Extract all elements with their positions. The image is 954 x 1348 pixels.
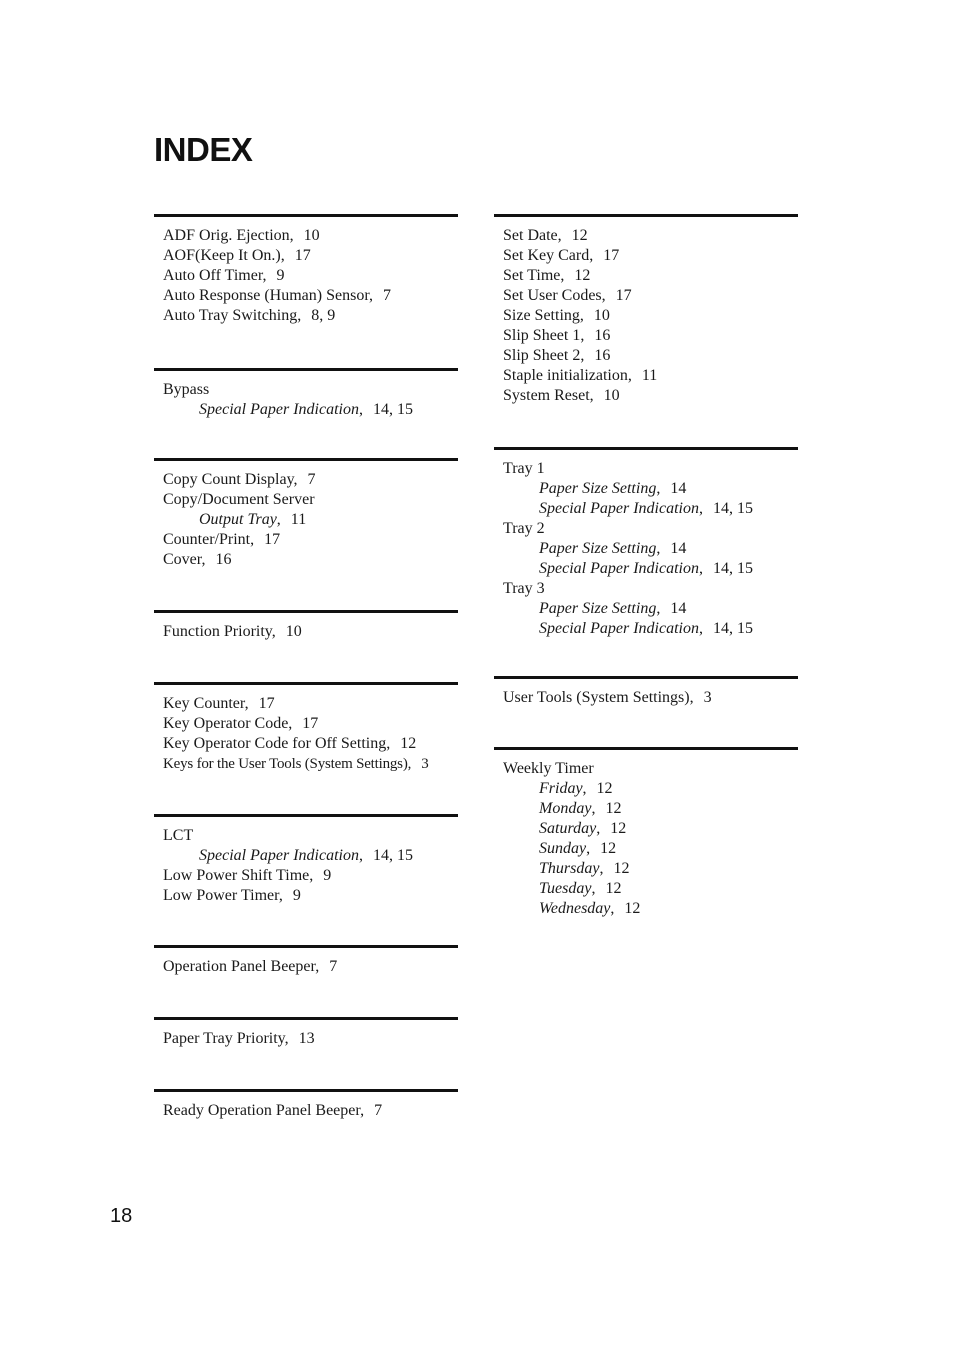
index-term: Friday <box>539 780 583 797</box>
index-entry: Set Time, 12 <box>503 267 591 284</box>
index-entry: Low Power Shift Time, 9 <box>163 867 332 884</box>
index-entry: Auto Response (Human) Sensor, 7 <box>163 287 391 304</box>
index-page-ref: 16 <box>215 551 232 568</box>
index-term: Copy/Document Server <box>163 491 315 508</box>
index-entry: Slip Sheet 1, 16 <box>503 327 611 344</box>
index-page-ref: 10 <box>285 623 302 640</box>
index-term: Tray 1 <box>503 460 545 477</box>
index-page-ref: 14, 15 <box>712 500 753 517</box>
index-page-ref: 7 <box>307 471 316 488</box>
index-page-ref: 14, 15 <box>712 560 753 577</box>
index-term: Size Setting <box>503 307 580 324</box>
index-entry: Keys for the User Tools (System Settings), 3 <box>163 756 429 772</box>
index-subentry: Monday, 12 <box>539 800 622 817</box>
index-entry: Slip Sheet 2, 16 <box>503 347 611 364</box>
index-term: ADF Orig. Ejection <box>163 227 290 244</box>
index-page-ref: 12 <box>600 840 617 857</box>
index-entries <box>154 948 458 977</box>
index-term: Counter/Print <box>163 531 251 548</box>
index-page-ref: 17 <box>302 715 319 732</box>
index-term: Function Priority <box>163 623 272 640</box>
index-term: Wednesday <box>539 900 611 917</box>
index-page-ref: 12 <box>610 820 627 837</box>
index-left-column <box>154 214 458 1161</box>
index-term: Set Date <box>503 227 558 244</box>
index-entry: Operation Panel Beeper, 7 <box>163 958 338 975</box>
index-term: Output Tray <box>199 511 277 528</box>
index-entry: Copy Count Display, 7 <box>163 471 316 488</box>
index-entries <box>154 1092 458 1121</box>
index-entries <box>154 685 458 774</box>
index-term: System Reset <box>503 387 590 404</box>
index-term: Cover <box>163 551 202 568</box>
index-entries <box>154 371 458 420</box>
index-term: Key Operator Code <box>163 715 289 732</box>
index-entry: Cover, 16 <box>163 551 232 568</box>
index-page-ref: 12 <box>624 900 641 917</box>
index-subentry: Wednesday, 12 <box>539 900 641 917</box>
index-page-ref: 7 <box>329 958 338 975</box>
index-entry: Low Power Timer, 9 <box>163 887 301 904</box>
index-entry <box>503 519 798 539</box>
index-page-ref: 17 <box>294 247 311 264</box>
index-page-ref: 9 <box>323 867 332 884</box>
index-group-c <box>154 458 458 610</box>
index-page-ref: 14 <box>670 600 687 617</box>
index-entry: Key Counter, 17 <box>163 695 275 712</box>
index-term: Thursday <box>539 860 600 877</box>
index-page-ref: 7 <box>383 287 391 304</box>
index-entry: Function Priority, 10 <box>163 623 302 640</box>
index-group-o <box>154 945 458 1017</box>
index-term: Paper Size Setting <box>539 540 657 557</box>
index-subentry: Paper Size Setting, 14 <box>539 600 687 617</box>
index-subentry: Saturday, 12 <box>539 820 627 837</box>
index-subentry: Thursday, 12 <box>539 860 630 877</box>
index-subentry: Special Paper Indication, 14, 15 <box>199 401 413 418</box>
index-group-t <box>494 447 798 676</box>
index-term: Ready Operation Panel Beeper <box>163 1102 361 1119</box>
index-group-p <box>154 1017 458 1089</box>
index-term: Special Paper Indication <box>199 847 359 864</box>
index-page-ref: 8, 9 <box>311 307 336 324</box>
index-entry: Auto Tray Switching, 8, 9 <box>163 307 336 324</box>
index-entries <box>494 679 798 708</box>
index-entries <box>494 217 798 406</box>
index-term: Weekly Timer <box>503 760 594 777</box>
index-term: Key Counter <box>163 695 245 712</box>
index-term: Auto Off Timer <box>163 267 263 284</box>
index-term: User Tools (System Settings) <box>503 689 690 706</box>
index-page-ref: 10 <box>303 227 320 244</box>
index-entry: Set User Codes, 17 <box>503 287 632 304</box>
index-page-ref: 7 <box>374 1102 383 1119</box>
index-entries <box>154 217 458 326</box>
index-term: Tuesday <box>539 880 592 897</box>
index-page-ref: 14 <box>670 480 687 497</box>
index-group-l <box>154 814 458 945</box>
index-subentry: Friday, 12 <box>539 780 613 797</box>
index-group-u <box>494 676 798 747</box>
index-entry <box>503 459 798 479</box>
index-page-ref: 10 <box>603 387 620 404</box>
index-page-ref: 12 <box>596 780 613 797</box>
index-term: Auto Response (Human) Sensor <box>163 287 369 304</box>
index-page-ref: 17 <box>264 531 281 548</box>
index-entry <box>163 490 458 510</box>
index-page-ref: 16 <box>594 347 611 364</box>
index-entry <box>503 759 798 779</box>
index-entry: Staple initialization, 11 <box>503 367 658 384</box>
index-page-ref: 10 <box>593 307 610 324</box>
index-page-ref: 12 <box>571 227 588 244</box>
index-entry: System Reset, 10 <box>503 387 620 404</box>
index-entry: Auto Off Timer, 9 <box>163 267 285 284</box>
index-entry: AOF(Keep It On.), 17 <box>163 247 311 264</box>
index-term: Monday <box>539 800 592 817</box>
index-page-ref: 3 <box>703 689 712 706</box>
page-title: INDEX <box>154 131 253 168</box>
index-page-ref: 14 <box>670 540 687 557</box>
index-entry <box>163 826 458 846</box>
index-page-ref: 12 <box>605 880 622 897</box>
index-entries <box>494 750 798 919</box>
index-term: Auto Tray Switching <box>163 307 298 324</box>
index-right-column <box>494 214 798 947</box>
index-page-ref: 3 <box>421 756 429 772</box>
index-subentry: Paper Size Setting, 14 <box>539 540 687 557</box>
index-page-ref: 12 <box>613 860 630 877</box>
index-term: Tray 2 <box>503 520 545 537</box>
index-term: Staple initialization <box>503 367 628 384</box>
index-page-ref: 14, 15 <box>372 401 413 418</box>
index-term: Set Key Card <box>503 247 590 264</box>
index-page-ref: 9 <box>276 267 285 284</box>
index-entries <box>154 613 458 642</box>
index-term: AOF(Keep It On.) <box>163 247 281 264</box>
index-term: Sunday <box>539 840 587 857</box>
index-page-ref: 17 <box>615 287 632 304</box>
index-subentry: Paper Size Setting, 14 <box>539 480 687 497</box>
index-page-ref: 17 <box>258 695 275 712</box>
index-term: Saturday <box>539 820 597 837</box>
index-entry: ADF Orig. Ejection, 10 <box>163 227 320 244</box>
index-group-b <box>154 368 458 458</box>
index-group-k <box>154 682 458 814</box>
index-term: Paper Size Setting <box>539 600 657 617</box>
index-entry: Key Operator Code for Off Setting, 12 <box>163 735 417 752</box>
index-group-s <box>494 214 798 447</box>
index-entries <box>154 1020 458 1049</box>
index-entry: Set Key Card, 17 <box>503 247 620 264</box>
index-term: Paper Size Setting <box>539 480 657 497</box>
index-page-ref: 11 <box>641 367 658 384</box>
page-number: 18 <box>110 1205 133 1227</box>
index-term: Set Time <box>503 267 561 284</box>
index-subentry: Special Paper Indication, 14, 15 <box>539 620 753 637</box>
index-term: Copy Count Display <box>163 471 294 488</box>
index-term: Low Power Timer <box>163 887 279 904</box>
index-term: Slip Sheet 1 <box>503 327 581 344</box>
index-term: Special Paper Indication <box>539 500 699 517</box>
index-entry: User Tools (System Settings), 3 <box>503 689 712 706</box>
index-entry: Paper Tray Priority, 13 <box>163 1030 315 1047</box>
index-group-f <box>154 610 458 682</box>
index-term: Operation Panel Beeper <box>163 958 316 975</box>
index-entry: Size Setting, 10 <box>503 307 610 324</box>
index-term: LCT <box>163 827 194 844</box>
index-group-w <box>494 747 798 947</box>
index-subentry: Tuesday, 12 <box>539 880 622 897</box>
index-entry: Counter/Print, 17 <box>163 531 281 548</box>
index-subentry: Special Paper Indication, 14, 15 <box>199 847 413 864</box>
index-entries <box>154 817 458 906</box>
index-page-ref: 12 <box>574 267 591 284</box>
index-page-ref: 16 <box>594 327 611 344</box>
index-page-ref: 12 <box>400 735 417 752</box>
index-term: Set User Codes <box>503 287 602 304</box>
index-entries <box>154 461 458 570</box>
index-page-ref: 13 <box>298 1030 315 1047</box>
index-term: Paper Tray Priority <box>163 1030 285 1047</box>
index-subentry: Output Tray, 11 <box>199 511 307 528</box>
index-entry <box>503 579 798 599</box>
index-term: Low Power Shift Time <box>163 867 310 884</box>
index-subentry: Sunday, 12 <box>539 840 617 857</box>
index-subentry: Special Paper Indication, 14, 15 <box>539 560 753 577</box>
index-term: Tray 3 <box>503 580 545 597</box>
index-group-r <box>154 1089 458 1161</box>
index-term: Key Operator Code for Off Setting <box>163 735 387 752</box>
index-group-a <box>154 214 458 368</box>
index-term: Special Paper Indication <box>539 620 699 637</box>
index-page-ref: 12 <box>605 800 622 817</box>
index-entries <box>494 450 798 639</box>
index-entry: Key Operator Code, 17 <box>163 715 319 732</box>
index-term: Slip Sheet 2 <box>503 347 581 364</box>
index-term: Special Paper Indication <box>539 560 699 577</box>
index-term: Bypass <box>163 381 210 398</box>
index-page-ref: 9 <box>292 887 301 904</box>
index-entry: Ready Operation Panel Beeper, 7 <box>163 1102 383 1119</box>
index-subentry: Special Paper Indication, 14, 15 <box>539 500 753 517</box>
index-page-ref: 14, 15 <box>372 847 413 864</box>
index-page-ref: 11 <box>290 511 307 528</box>
index-term: Keys for the User Tools (System Settings) <box>163 756 408 772</box>
index-page-ref: 17 <box>603 247 620 264</box>
index-entry: Set Date, 12 <box>503 227 588 244</box>
index-term: Special Paper Indication <box>199 401 359 418</box>
index-entry <box>163 380 458 400</box>
index-page-ref: 14, 15 <box>712 620 753 637</box>
